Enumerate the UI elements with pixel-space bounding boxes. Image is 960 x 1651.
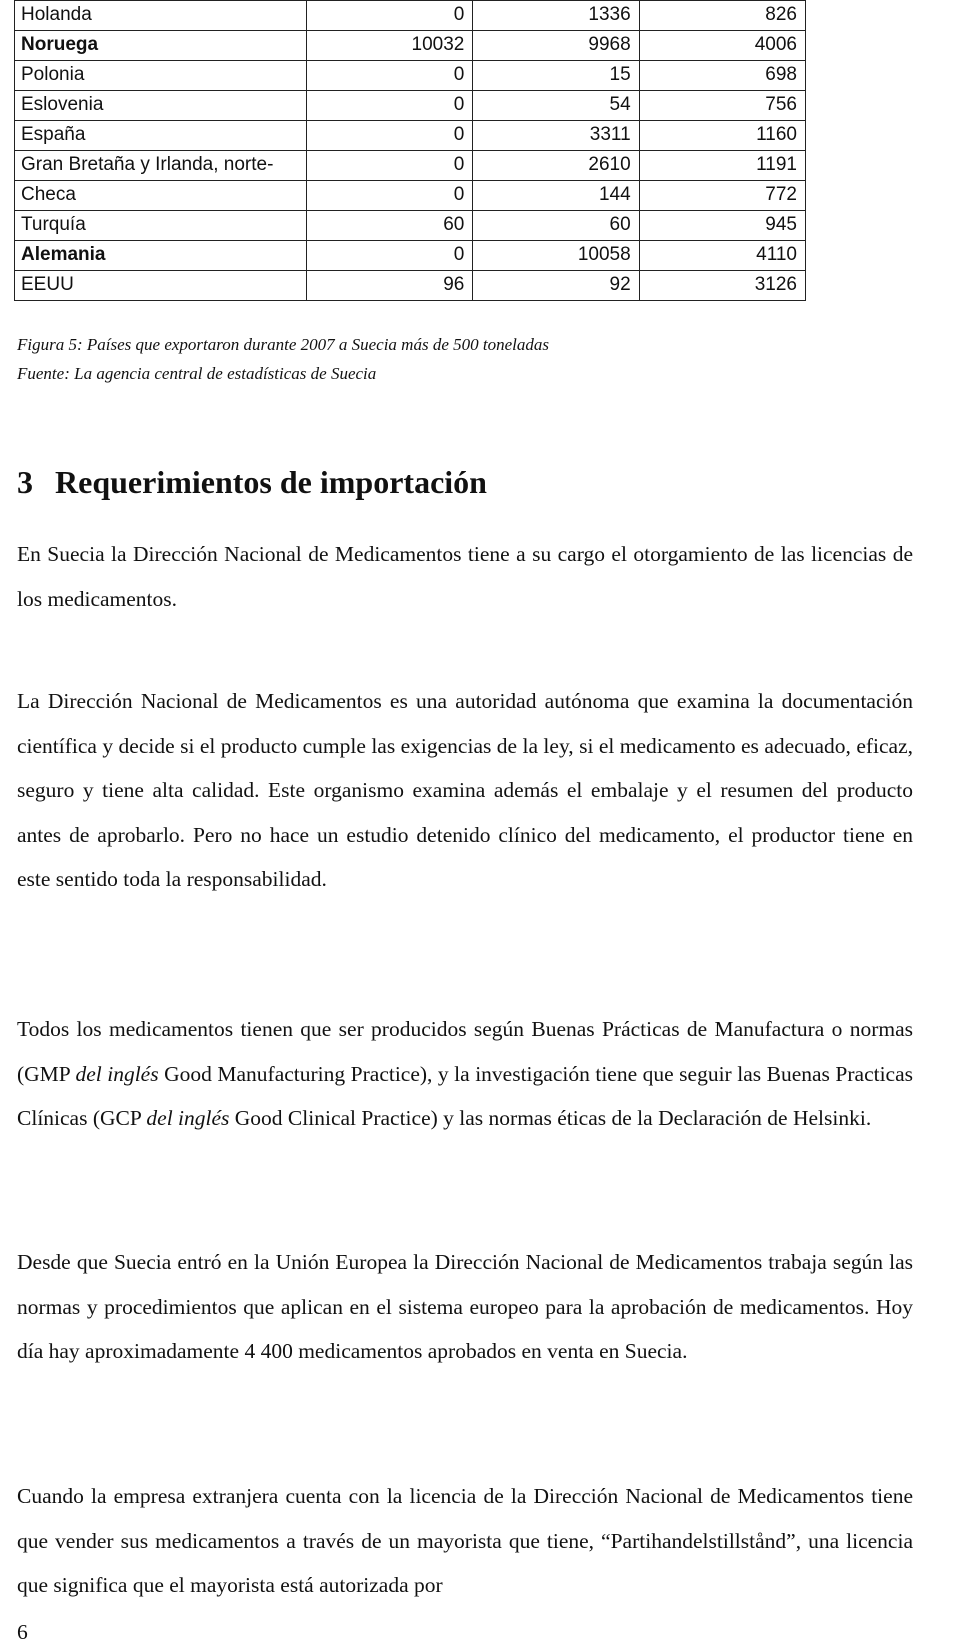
value-cell: 945	[639, 211, 805, 241]
value-cell: 144	[473, 181, 639, 211]
country-cell: Noruega	[15, 31, 307, 61]
value-cell: 54	[473, 91, 639, 121]
value-cell: 0	[307, 241, 473, 271]
paragraph-3-text: Good Manufacturing Practice), y la investigación tiene que seguir las Buenas Practicas Clínicas (GCP	[17, 1061, 914, 1130]
value-cell: 15	[473, 61, 639, 91]
table-row	[15, 211, 806, 241]
table-row	[15, 91, 806, 121]
page-number: 6	[17, 1620, 28, 1644]
value-cell: 10058	[473, 241, 639, 271]
value-cell: 698	[639, 61, 805, 91]
value-cell: 3126	[639, 271, 805, 301]
value-cell: 0	[307, 1, 473, 31]
table-row	[15, 241, 806, 271]
section-heading	[17, 462, 487, 502]
country-cell: Polonia	[15, 61, 307, 91]
value-cell: 0	[307, 121, 473, 151]
value-cell: 4110	[639, 241, 805, 271]
value-cell: 60	[473, 211, 639, 241]
paragraph-3	[17, 1007, 913, 1141]
table-row	[15, 271, 806, 301]
value-cell: 1191	[639, 151, 805, 181]
table-row	[15, 31, 806, 61]
value-cell: 9968	[473, 31, 639, 61]
value-cell: 1336	[473, 1, 639, 31]
value-cell: 92	[473, 271, 639, 301]
country-cell: Turquía	[15, 211, 307, 241]
value-cell: 10032	[307, 31, 473, 61]
paragraph-3-italic: del inglés	[75, 1061, 159, 1086]
paragraph-3-text: Good Clinical Practice) y las normas éticas de la Declaración de Helsinki.	[229, 1106, 872, 1130]
paragraph-3-italic: del inglés	[146, 1106, 230, 1130]
value-cell: 0	[307, 151, 473, 181]
figure-source: Fuente: La agencia central de estadísticas de Suecia	[17, 364, 377, 383]
paragraph-5: Cuando la empresa extranjera cuenta con la licencia de la Dirección Nacional de Medicamentos tiene que vender sus medicamentos a través de un mayorista que tiene, “Partihandelstillstånd”, una licencia que significa que el mayorista está autorizada por	[17, 1484, 913, 1597]
value-cell: 756	[639, 91, 805, 121]
table-row	[15, 61, 806, 91]
section-title: Requerimientos de importación	[55, 464, 487, 500]
table-row	[15, 121, 806, 151]
table-row	[15, 1, 806, 31]
paragraph-3-text: Todos los medicamentos tienen que ser producidos según Buenas Prácticas de Manufactura o normas (GMP	[17, 1017, 913, 1086]
value-cell: 2610	[473, 151, 639, 181]
value-cell: 0	[307, 181, 473, 211]
figure-caption: Figura 5: Países que exportaron durante 2007 a Suecia más de 500 toneladas	[17, 335, 549, 354]
export-table-body	[15, 1, 806, 301]
value-cell: 826	[639, 1, 805, 31]
value-cell: 60	[307, 211, 473, 241]
table-row	[15, 151, 806, 181]
section-number: 3	[17, 464, 33, 500]
country-cell: Gran Bretaña y Irlanda, norte-	[15, 151, 307, 181]
paragraph-2: La Dirección Nacional de Medicamentos es una autoridad autónoma que examina la documentación científica y decide si el producto cumple las exigencias de la ley, si el medicamento es adecuado, eficaz, seguro y tiene alta calidad. Este organismo examina además el embalaje y el resumen del producto antes de aprobarlo. Pero no hace un estudio detenido clínico del medicamento, el productor tiene en este sentido toda la responsabilidad.	[17, 689, 913, 891]
value-cell: 772	[639, 181, 805, 211]
country-cell: Alemania	[15, 241, 307, 271]
export-table	[14, 0, 806, 301]
paragraph-1: En Suecia la Dirección Nacional de Medicamentos tiene a su cargo el otorgamiento de las licencias de los medicamentos.	[17, 542, 913, 611]
paragraph-4: Desde que Suecia entró en la Unión Europea la Dirección Nacional de Medicamentos trabaja según las normas y procedimientos que aplican en el sistema europeo para la aprobación de medicamentos. Hoy día hay aproximadamente 4 400 medicamentos aprobados en venta en Suecia.	[17, 1250, 913, 1363]
country-cell: Eslovenia	[15, 91, 307, 121]
value-cell: 0	[307, 91, 473, 121]
country-cell: EEUU	[15, 271, 307, 301]
country-cell: Holanda	[15, 1, 307, 31]
value-cell: 3311	[473, 121, 639, 151]
value-cell: 1160	[639, 121, 805, 151]
value-cell: 96	[307, 271, 473, 301]
value-cell: 0	[307, 61, 473, 91]
value-cell: 4006	[639, 31, 805, 61]
country-cell: Checa	[15, 181, 307, 211]
table-row	[15, 181, 806, 211]
country-cell: España	[15, 121, 307, 151]
